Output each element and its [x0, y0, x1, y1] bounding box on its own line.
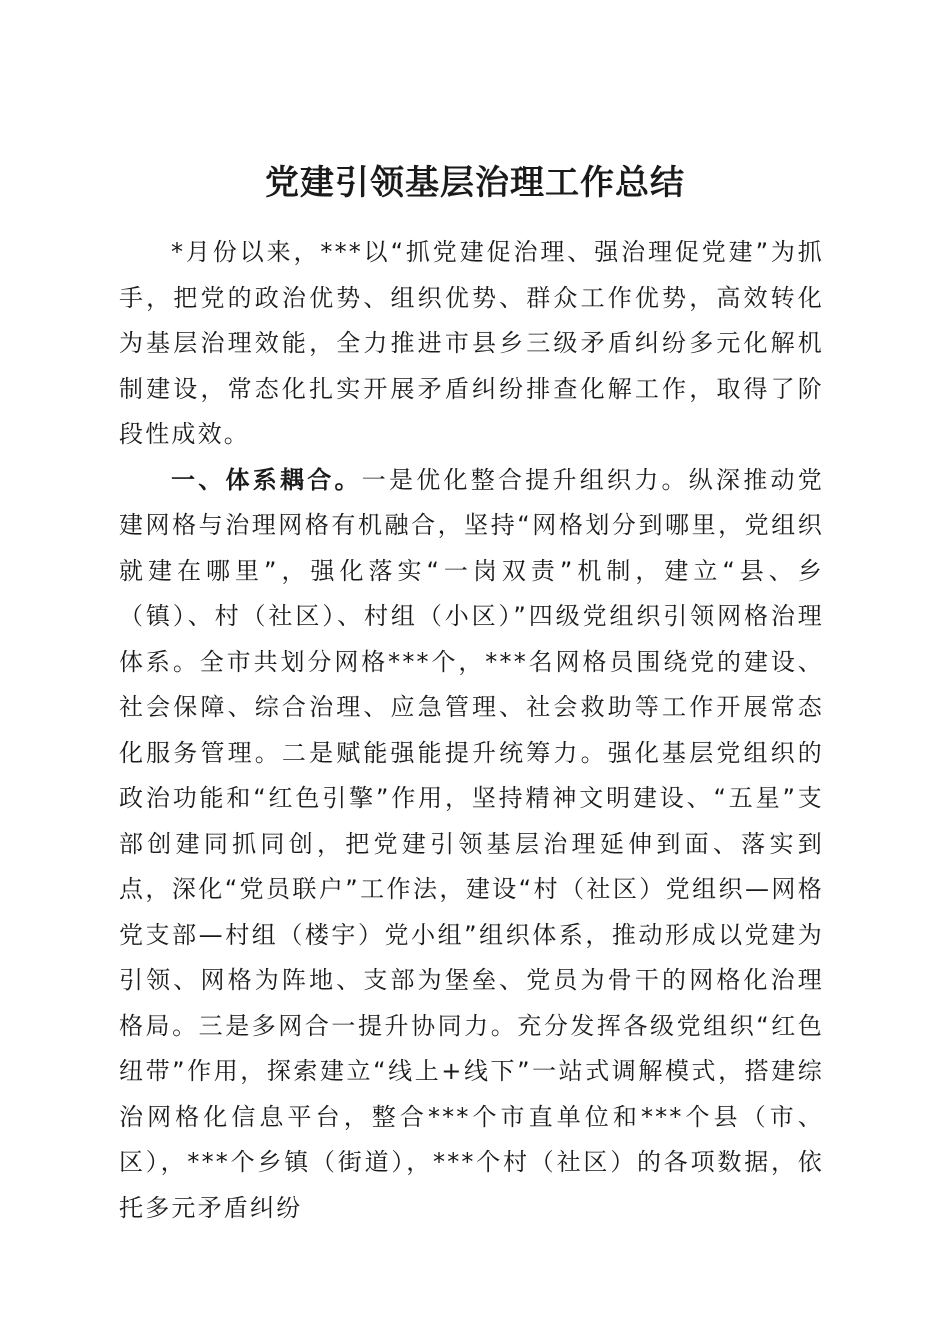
intro-paragraph: *月份以来，***以“抓党建促治理、强治理促党建”为抓手，把党的政治优势、组织优势、群众工作优势，高效转化为基层治理效能，全力推进市县乡三级矛盾纠纷多元化解机制建设，常态化扎实开展矛盾纠纷排查化解工作，取得了阶段性成效。 — [119, 238, 824, 448]
section-1-heading: 一、体系耦合。 — [171, 465, 362, 494]
document-body — [119, 230, 824, 1231]
document-title: 党建引领基层治理工作总结 — [265, 162, 685, 203]
section-1-paragraph — [119, 458, 824, 1232]
section-1-body: 一是优化整合提升组织力。纵深推动党建网格与治理网格有机融合，坚持“网格划分到哪里，党组织就建在哪里”，强化落实“一岗双责”机制，建立“县、乡（镇）、村（社区）、村组（小区）”四级党组织引领网格治理体系。全市共划分网格***个，***名网格员围绕党的建设、社会保障、综合治理、应急管理、社会救助等工作开展常态化服务管理。二是赋能强能提升统筹力。强化基层党组织的政治功能和“红色引擎”作用，坚持精神文明建设、“五星”支部创建同抓同创，把党建引领基层治理延伸到面、落实到点，深化“党员联户”工作法，建设“村（社区）党组织—网格党支部—村组（楼宇）党小组”组织体系，推动形成以党建为引领、网格为阵地、支部为堡垒、党员为骨干的网格化治理格局。三是多网合一提升协同力。充分发挥各级党组织“红色纽带”作用，探索建立“线上+线下”一站式调解模式，搭建综治网格化信息平台，整合***个市直单位和***个县（市、区），***个乡镇（街道），***个村（社区）的各项数据，依托多元矛盾纠纷 — [119, 465, 824, 1222]
